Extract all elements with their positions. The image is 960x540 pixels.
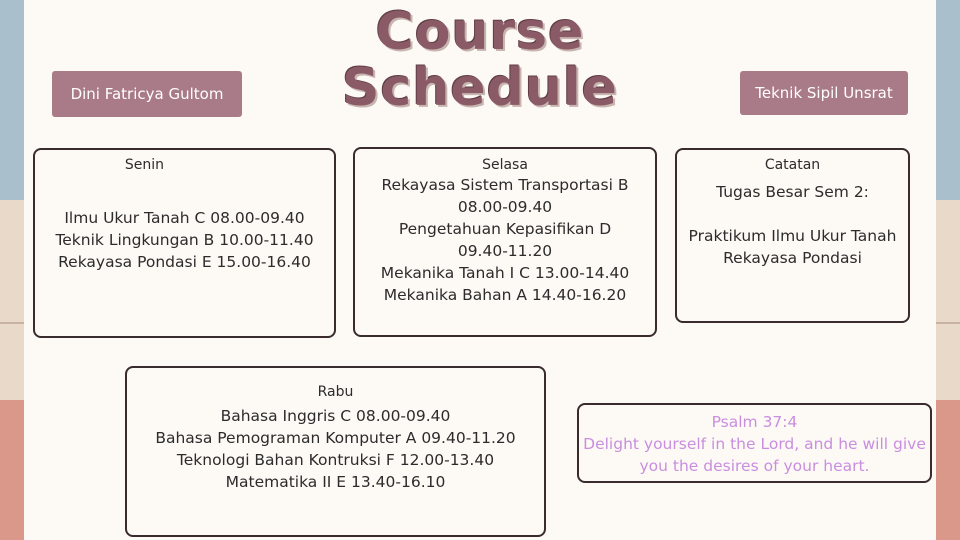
student-name-badge: Dini Fatricya Gultom xyxy=(52,71,242,117)
senin-heading: Senin xyxy=(124,157,165,173)
selasa-line: Mekanika Tanah I C 13.00-14.40 xyxy=(380,264,630,282)
rabu-course: Bahasa Inggris C 08.00-09.40 xyxy=(220,407,451,425)
rabu-card xyxy=(125,366,546,537)
catatan-heading: Catatan xyxy=(764,157,821,173)
senin-card xyxy=(33,148,336,338)
selasa-line: Pengetahuan Kepasifikan D xyxy=(398,220,612,238)
rabu-course: Teknologi Bahan Kontruksi F 12.00-13.40 xyxy=(176,451,495,469)
rabu-course: Matematika II E 13.40-16.10 xyxy=(225,473,446,491)
catatan-intro: Tugas Besar Sem 2: xyxy=(716,183,869,201)
catatan-item: Praktikum Ilmu Ukur Tanah xyxy=(688,227,897,245)
page-title-line1: Course xyxy=(375,2,585,62)
department-badge: Teknik Sipil Unsrat xyxy=(740,71,908,115)
psalm-reference: Psalm 37:4 xyxy=(711,413,798,431)
selasa-heading: Selasa xyxy=(482,157,528,173)
selasa-line: 09.40-11.20 xyxy=(457,242,553,260)
catatan-card xyxy=(675,148,910,323)
rabu-heading: Rabu xyxy=(317,384,354,400)
selasa-line: Mekanika Bahan A 14.40-16.20 xyxy=(383,286,627,304)
selasa-line: Rekayasa Sistem Transportasi B xyxy=(381,176,629,194)
psalm-verse: Delight yourself in the Lord, and he will give xyxy=(583,435,926,453)
senin-course: Teknik Lingkungan B 10.00-11.40 xyxy=(55,231,314,249)
selasa-line: 08.00-09.40 xyxy=(457,198,553,216)
page-title-line2: Schedule xyxy=(342,58,618,118)
senin-course: Ilmu Ukur Tanah C 08.00-09.40 xyxy=(64,209,305,227)
senin-course: Rekayasa Pondasi E 15.00-16.40 xyxy=(58,253,311,271)
psalm-card xyxy=(577,403,932,483)
psalm-verse: you the desires of your heart. xyxy=(639,457,870,475)
background-left xyxy=(0,0,24,540)
background-right xyxy=(936,0,960,540)
catatan-item: Rekayasa Pondasi xyxy=(723,249,862,267)
rabu-course: Bahasa Pemograman Komputer A 09.40-11.20 xyxy=(155,429,516,447)
selasa-card xyxy=(353,147,657,337)
